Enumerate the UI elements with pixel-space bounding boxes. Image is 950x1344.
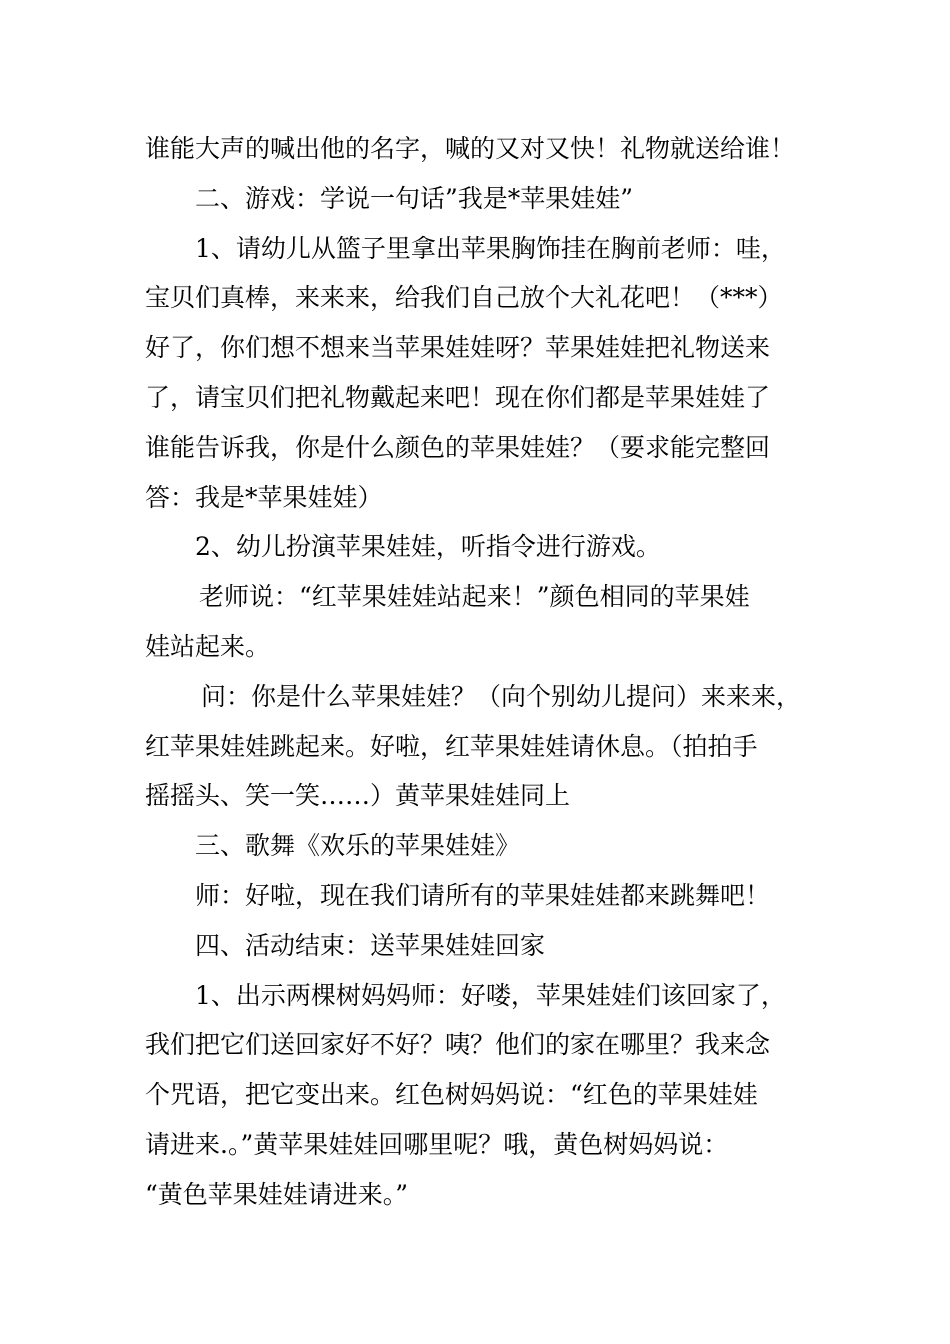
text-line: 问：你是什么苹果娃娃？（向个别幼儿提问）来来来， [201, 681, 802, 711]
text-line: 我们把它们送回家好不好？咦？他们的家在哪里？我来念 [145, 1030, 771, 1060]
text-line: 个咒语，把它变出来。红色树妈妈说：“红色的苹果娃娃 [145, 1080, 758, 1110]
text-line: 答：我是*苹果娃娃） [145, 482, 383, 512]
text-line: 摇摇头、笑一笑……）黄苹果娃娃同上 [145, 781, 571, 811]
section-heading-end: 四、活动结束：送苹果娃娃回家 [195, 930, 546, 960]
text-line: 1、请幼儿从篮子里拿出苹果胸饰挂在胸前老师：哇， [195, 233, 786, 263]
text-line: 娃站起来。 [145, 631, 271, 661]
text-line: 谁能告诉我，你是什么颜色的苹果娃娃？（要求能完整回 [145, 432, 771, 462]
text-line: 谁能大声的喊出他的名字，喊的又对又快！礼物就送给谁！ [145, 134, 796, 163]
text-line: 2、幼儿扮演苹果娃娃，听指令进行游戏。 [195, 532, 661, 562]
document-body [145, 124, 825, 1220]
section-heading-song: 三、歌舞《欢乐的苹果娃娃》 [195, 831, 521, 861]
text-line: 宝贝们真棒，来来来，给我们自己放个大礼花吧！（***） [145, 283, 783, 313]
text-line: 师：好啦，现在我们请所有的苹果娃娃都来跳舞吧！ [195, 880, 771, 910]
text-line: 1、出示两棵树妈妈师：好喽，苹果娃娃们该回家了， [195, 980, 786, 1010]
text-line: 好了，你们想不想来当苹果娃娃呀？苹果娃娃把礼物送来 [145, 333, 771, 363]
text-line: 老师说：“红苹果娃娃站起来！”颜色相同的苹果娃 [199, 582, 750, 612]
text-line: 了，请宝贝们把礼物戴起来吧！现在你们都是苹果娃娃了 [145, 382, 771, 412]
text-line: 请进来.。”黄苹果娃娃回哪里呢？哦，黄色树妈妈说： [145, 1129, 729, 1159]
text-line: “黄色苹果娃娃请进来。” [145, 1179, 409, 1209]
section-heading-game: 二、游戏：学说一句话”我是*苹果娃娃” [195, 183, 634, 213]
text-line: 红苹果娃娃跳起来。好啦，红苹果娃娃请休息。（拍拍手 [145, 731, 758, 761]
